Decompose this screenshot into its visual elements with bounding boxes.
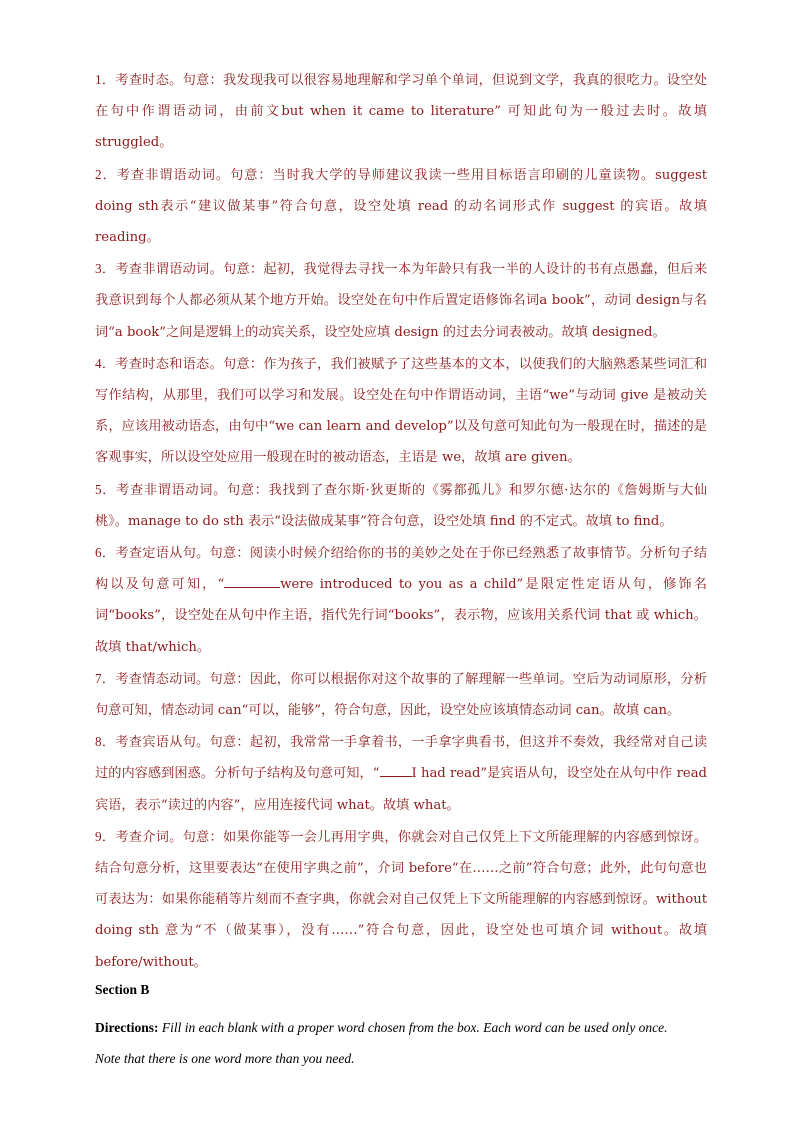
answer-3: 3．考查非谓语动词。句意：起初，我觉得去寻找一本为年龄只有我一半的人设计的书有点愚蠢，但后来我意识到每个人都必须从某个地方开始。设空处在句中作后置定语修饰名词a book”，动词 design与名词“a book”之间是逻辑上的动宾关系，设空处应填 design 的过去分词表被动。故填 designed。 <box>95 261 708 340</box>
answer-7: 7．考查情态动词。句意：因此，你可以根据你对这个故事的了解理解一些单词。空后为动词原形，分析句意可知，情态动词 can“可以，能够”，符合句意，因此，设空处应该填情态动词 can。故填 can。 <box>95 670 708 719</box>
answer-6: 6．考查定语从句。句意：阅读小时候介绍给你的书的美妙之处在于你已经熟悉了故事情节。分析句子结构以及句意可知，“ were introduced to you as a child”是限定性定语从句，修饰名词“books”，设空处在从句中作主语，指代先行词“books”，表示物，应该用关系代词 that 或 which。故填 that/which。 <box>95 545 708 655</box>
directions-text-2: Note that there is one word more than you need. <box>95 1051 355 1066</box>
directions <box>95 1012 707 1074</box>
answer-1: 1．考查时态。句意：我发现我可以很容易地理解和学习单个单词，但说到文学，我真的很吃力。设空处在句中作谓语动词，由前文but when it came to literature” 可知此句为一般过去时。故填struggled。 <box>95 72 708 151</box>
answer-9: 9．考查介词。句意：如果你能等一会儿再用字典，你就会对自己仅凭上下文所能理解的内容感到惊讶。结合句意分析，这里要表达“在使用字典之前”，介词 before“在……之前”符合句意；此外，此句句意也可表达为：如果你能稍等片刻而不查字典，你就会对自己仅凭上下文所能理解的内容感到惊讶。without doing sth 意为“不（做某事），没有……”符合句意，因此，设空处也可填介词 without。故填 before/without。 <box>95 828 708 970</box>
directions-label: Directions: <box>95 1020 159 1035</box>
answer-explanations <box>95 64 707 978</box>
directions-text-1: Fill in each blank with a proper word chosen from the box. Each word can be used only once. <box>161 1020 668 1035</box>
answer-5: 5．考查非谓语动词。句意：我找到了查尔斯·狄更斯的《雾都孤儿》和罗尔德·达尔的《詹姆斯与大仙桃》。manage to do sth 表示“设法做成某事”符合句意，设空处填 find 的不定式。故填 to find。 <box>95 481 708 529</box>
answer-8: 8．考查宾语从句。句意：起初，我常常一手拿着书，一手拿字典看书，但这并不奏效，我经常对自己读过的内容感到困惑。分析句子结构及句意可知，“ I had read”是宾语从句，设空处在从句中作 read宾语，表示“读过的内容”，应用连接代词 what。故填 what。 <box>95 734 708 813</box>
blank-line <box>380 764 412 777</box>
section-b <box>95 980 707 1074</box>
section-title: Section B <box>95 982 150 997</box>
answer-2: 2．考查非谓语动词。句意：当时我大学的导师建议我读一些用目标语言印刷的儿童读物。suggest doing sth表示“建议做某事”符合句意，设空处填 read 的动名词形式作 suggest 的宾语。故填 reading。 <box>95 166 708 246</box>
blank-line <box>224 575 280 588</box>
answer-4: 4．考查时态和语态。句意：作为孩子，我们被赋予了这些基本的文本，以使我们的大脑熟悉某些词汇和写作结构，从那里，我们可以学习和发展。设空处在句中作谓语动词，主语“we”与动词 give 是被动关系，应该用被动语态，由句中“we can learn and develop”以及句意可知此句为一般现在时，描述的是客观事实，所以设空处应用一般现在时的被动语态，主语是 we，故填 are given。 <box>95 355 708 466</box>
